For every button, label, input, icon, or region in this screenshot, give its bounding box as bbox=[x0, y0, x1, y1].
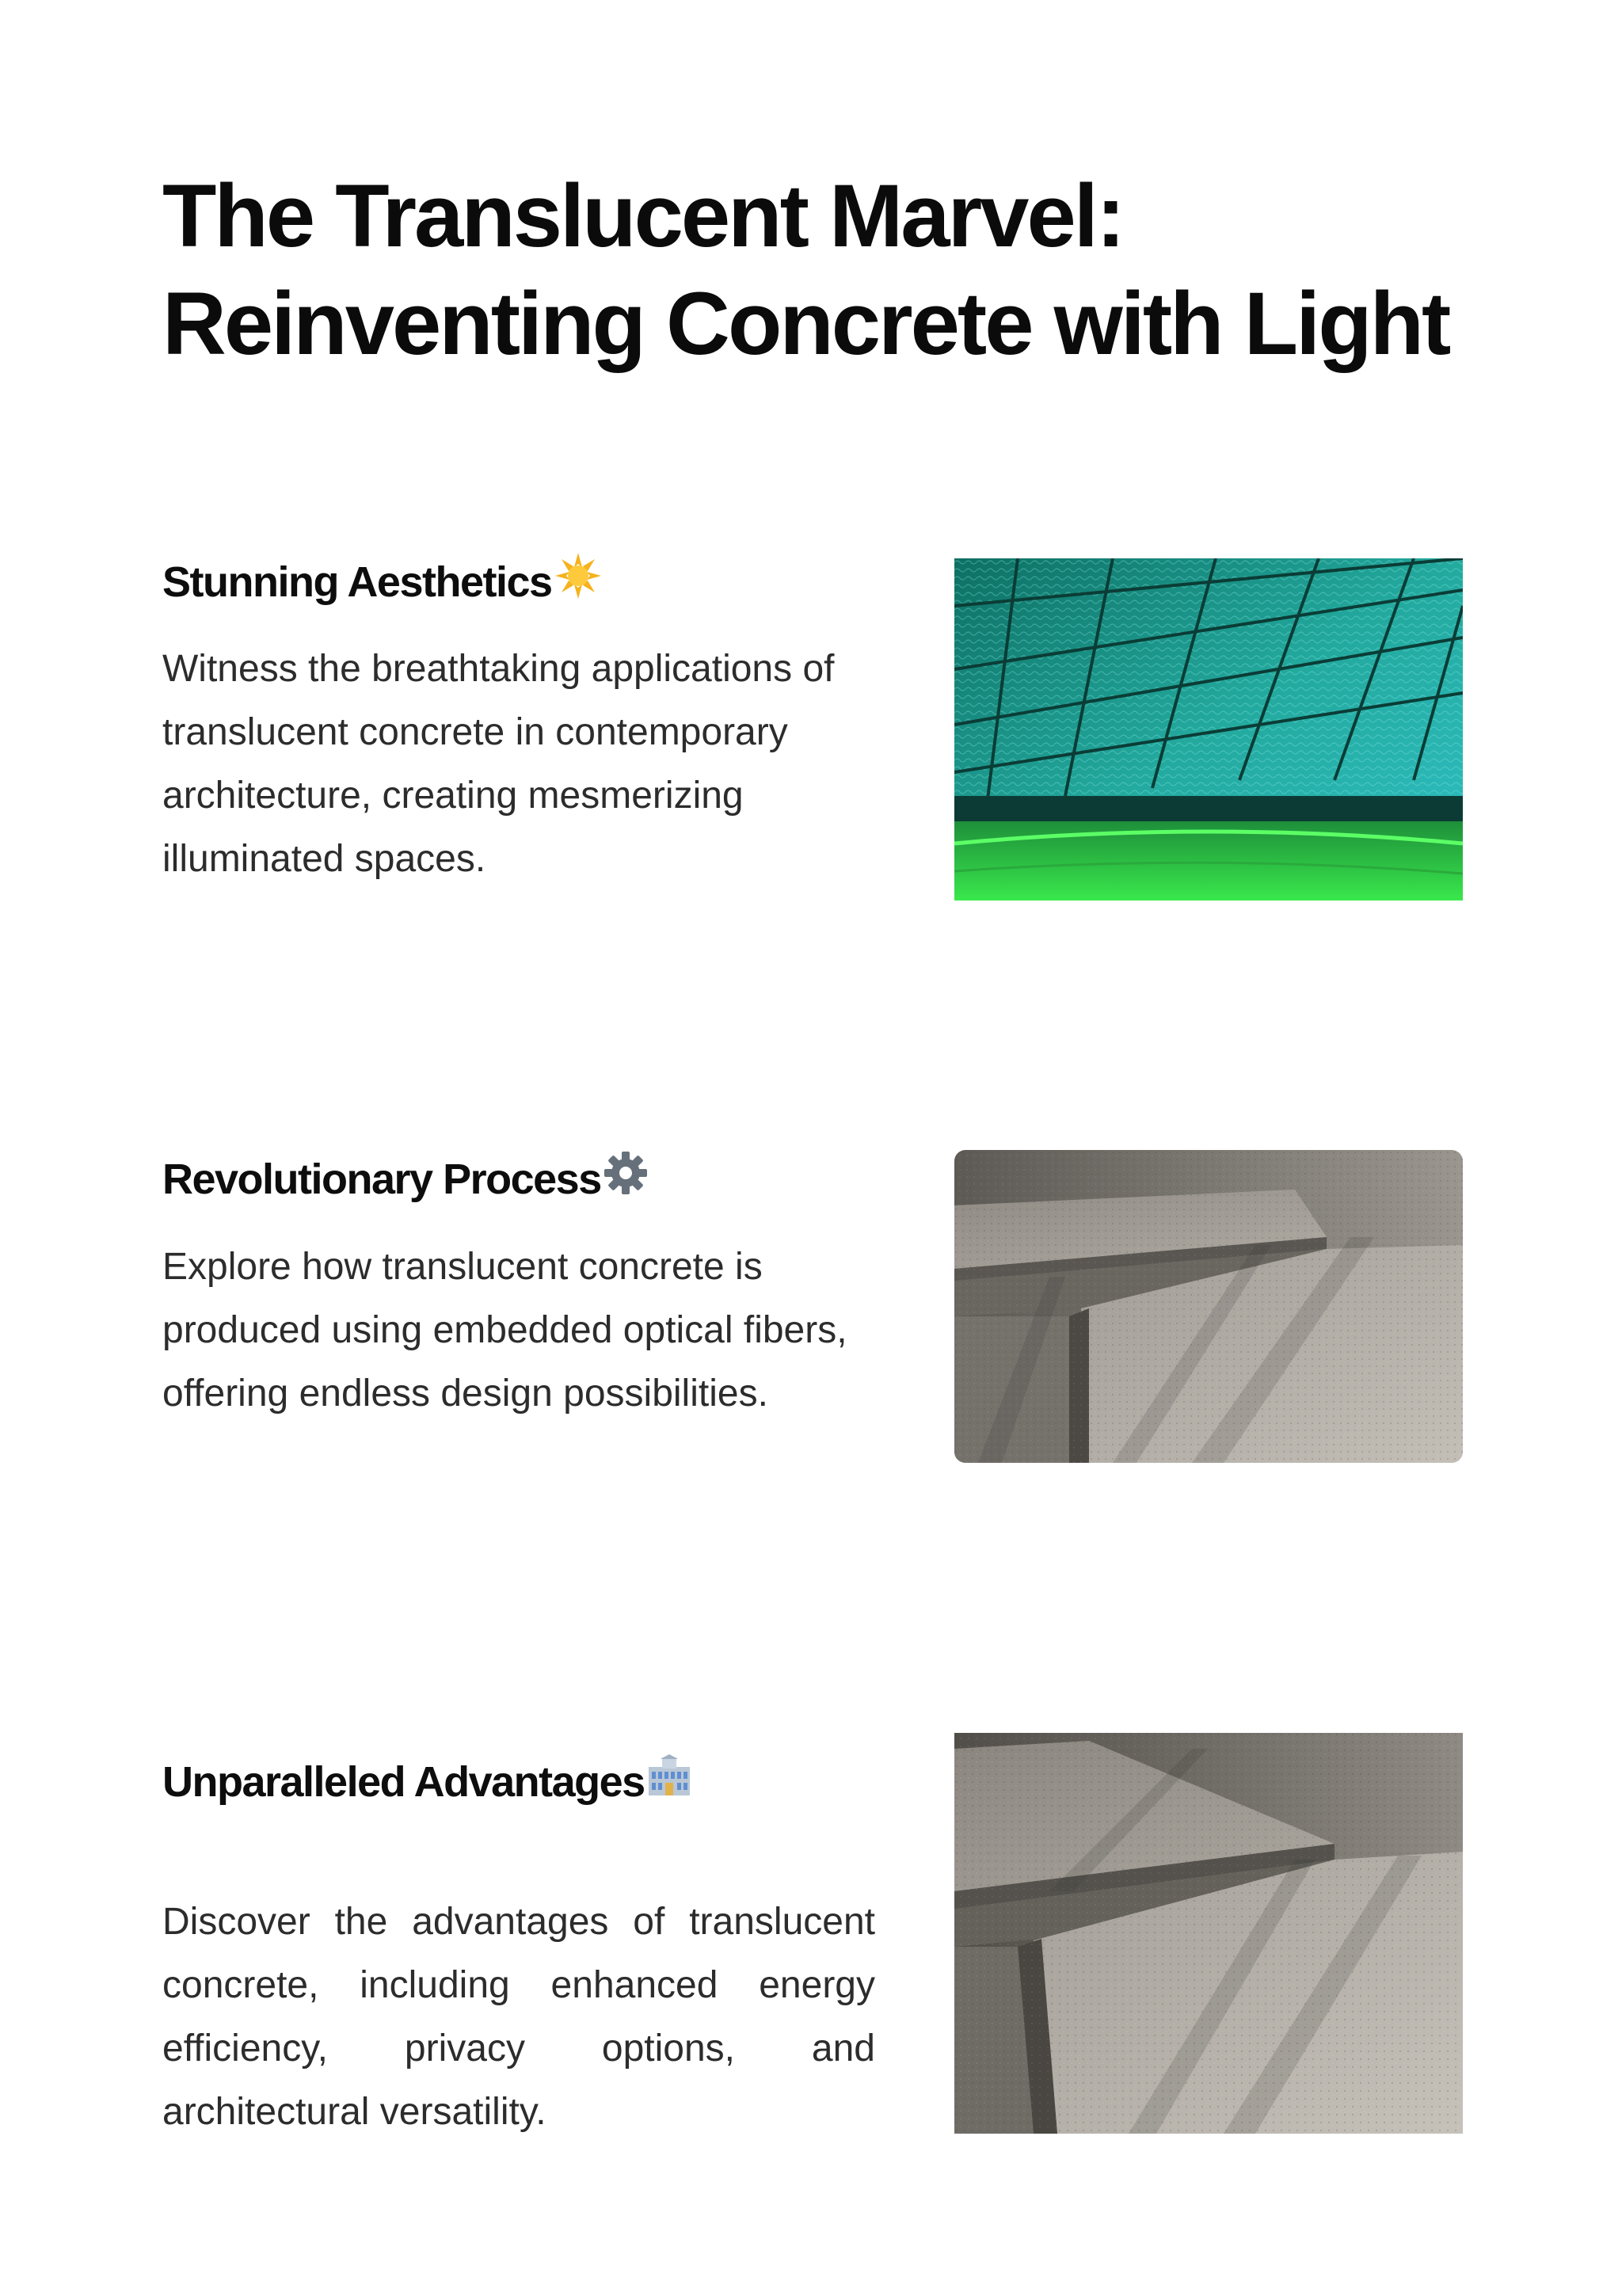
page-title: The Translucent Marvel: Reinventing Concrete with Light bbox=[162, 166, 1449, 373]
section-heading-advantages bbox=[162, 1756, 692, 1812]
section-body-aesthetics: Witness the breathtaking applications of translucent concrete in contemporary architecture, creating mesmerizing illuminated spaces. bbox=[162, 648, 835, 880]
gear-icon bbox=[603, 1150, 649, 1208]
concrete-steps-image-2 bbox=[954, 1733, 1463, 2134]
section-heading-label: Stunning Aesthetics bbox=[162, 558, 552, 606]
section-heading-label: Unparalleled Advantages bbox=[162, 1758, 645, 1806]
concrete-steps-image bbox=[954, 1150, 1463, 1463]
section-heading-aesthetics bbox=[162, 554, 603, 615]
section-body-advantages: Discover the advantages of translucent concrete, including enhanced energy efficiency, privacy options, and architectural versatility. bbox=[162, 1901, 875, 2133]
section-heading-label: Revolutionary Process bbox=[162, 1156, 601, 1203]
section-heading-process bbox=[162, 1153, 649, 1211]
section-body-process: Explore how translucent concrete is produced using embedded optical fibers, offering endless design possibilities. bbox=[162, 1246, 847, 1415]
sun-icon bbox=[554, 551, 603, 612]
building-icon bbox=[646, 1754, 692, 1809]
illuminated-pool-image bbox=[954, 558, 1463, 901]
